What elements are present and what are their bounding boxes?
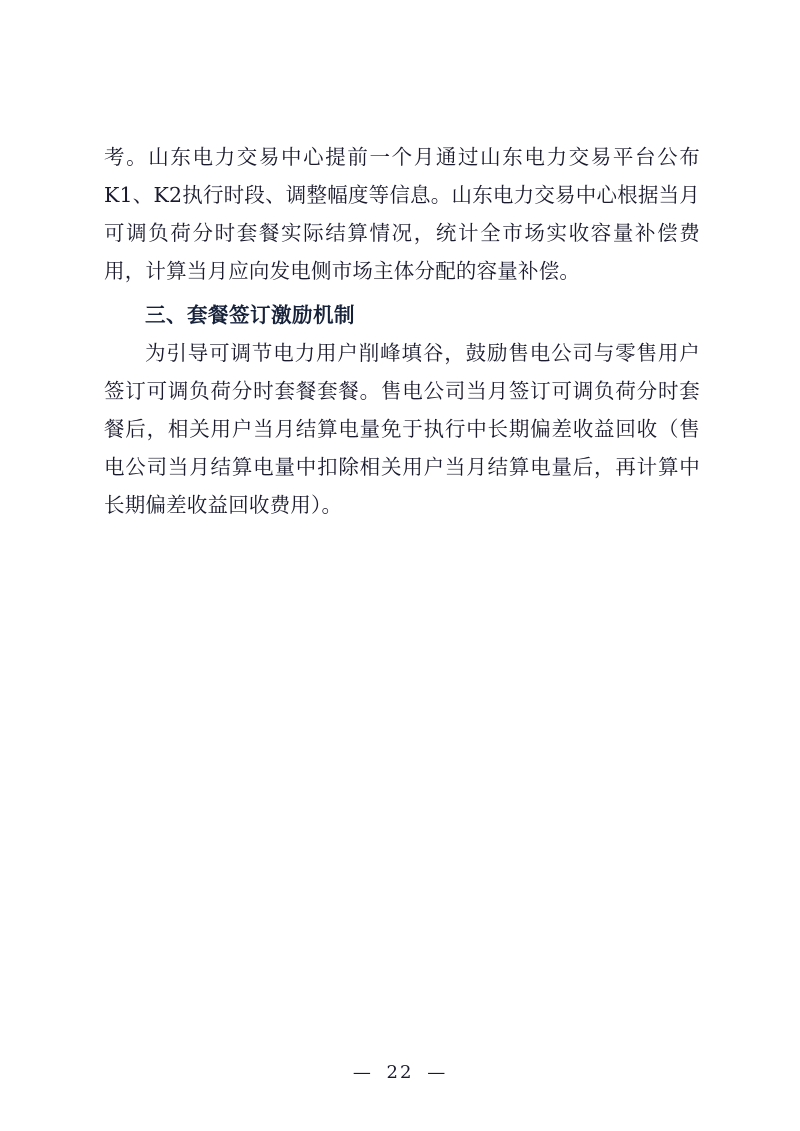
page-footer <box>0 1062 800 1083</box>
footer-left-dash: — <box>352 1062 373 1083</box>
section-heading: 三、套餐签订激励机制 <box>145 303 355 327</box>
page-content <box>104 138 700 524</box>
footer-right-dash: — <box>427 1062 448 1083</box>
body-paragraph-section-three: 为引导可调节电力用户削峰填谷，鼓励售电公司与零售用户签订可调负荷分时套餐套餐。售电公司当月签订可调负荷分时套餐后，相关用户当月结算电量免于执行中长期偏差收益回收（售电公司当月结算电量中扣除相关用户当月结算电量后，再计算中长期偏差收益回收费用）。 <box>104 341 700 517</box>
body-paragraph-continued: 考。山东电力交易中心提前一个月通过山东电力交易平台公布K1、K2执行时段、调整幅度等信息。山东电力交易中心根据当月可调负荷分时套餐实际结算情况，统计全市场实收容量补偿费用，计算当月应向发电侧市场主体分配的容量补偿。 <box>104 145 700 283</box>
page-number: 22 <box>386 1062 414 1083</box>
